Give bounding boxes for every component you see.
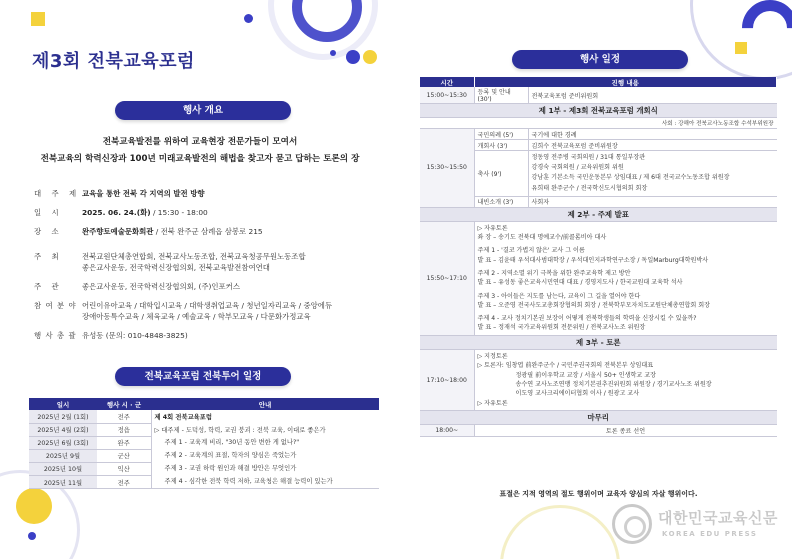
- info-row-host: [34, 251, 394, 273]
- press-seal-icon: [612, 504, 652, 544]
- info-value-strong: 2025. 06. 24.(화): [82, 208, 151, 217]
- schedule-time: 15:30~15:50: [420, 129, 474, 208]
- schedule-sub: 개회사 (3'): [474, 140, 528, 151]
- lead-line: 전북교육발전를 위하여 교육현장 전문가들이 모여서: [102, 137, 298, 147]
- section-row: [420, 207, 777, 221]
- part2-content: [474, 221, 777, 335]
- section-row: [420, 104, 777, 118]
- schedule-time: 15:50~17:10: [420, 221, 474, 335]
- watermark-subtext: KOREA EDU PRESS: [662, 530, 758, 538]
- decor-dot: [244, 14, 253, 23]
- table-row: [420, 151, 777, 197]
- table-row: [420, 87, 777, 104]
- schedule-content: 김희수 전북교육포럼 준비위원장: [528, 140, 777, 151]
- tour-col-guide: 안내: [151, 398, 379, 410]
- info-value: 전북교원단체총연합회, 전북교사노동조합, 전북교육청공무원노동조합: [82, 252, 306, 261]
- tour-place: 전주: [97, 410, 151, 423]
- table-row: [420, 425, 777, 437]
- schedule-time: 17:10~18:00: [420, 349, 474, 410]
- table-row: [420, 118, 777, 129]
- lead-line: 전북교육의 학력신장과 100년 미래교육발전의 해법을 찾고자 묻고 답하는 토론의 장: [40, 154, 360, 164]
- content-line: ▷ 자유토론: [477, 399, 508, 407]
- content-line: 발 표 – 유성동 좋은교육시민연대 대표 / 경영지도사 / 한국교원대 교육학 석사: [477, 279, 683, 287]
- schedule-content: [528, 151, 777, 197]
- info-value: 어린이유아교육 / 대학입시교육 / 대학생취업교육 / 청년일자리교육 / 중앙에듀: [82, 301, 333, 310]
- decor-dot: [330, 50, 336, 56]
- tour-place: 전주: [97, 476, 151, 489]
- info-value: 좋은교사운동, 전국학력신장협의회, 전북교육발전참여연대: [82, 263, 270, 272]
- overview-lead: [20, 134, 380, 168]
- tour-date: 2025년 10월: [29, 462, 97, 475]
- part1-title: 제 1부 - 제3회 전북교육포럼 개회식: [420, 104, 777, 118]
- info-label: 일 시: [34, 208, 63, 217]
- tour-date: 2025년 6월 (3회): [29, 436, 97, 449]
- tour-place: 익산: [97, 462, 151, 475]
- content-line: 주제 4 - 교사 정치기본권 보장이 어떻게 전북학생들의 학력을 신장시킬 수 있을까?: [477, 315, 697, 323]
- decor-square: [31, 12, 45, 26]
- guide-line: ▷ 대주제 - 도덕성, 학력, 교권 붕괴 : 전북 교육, 이대로 좋은가: [154, 426, 326, 434]
- overview-info: [34, 188, 394, 349]
- tour-table: [29, 398, 379, 489]
- press-watermark: [612, 502, 782, 552]
- content-line: ▷ 토론자: 임창엽 前완주군수 / 국민주권국회의 전북본부 상임대표: [477, 362, 654, 370]
- info-label: 행 사 총 괄: [34, 331, 77, 340]
- decor-dot: [363, 50, 377, 64]
- tour-place: 군산: [97, 449, 151, 462]
- tour-date: 2025년 2월 (1회): [29, 410, 97, 423]
- guide-line: 주제 1 - 교육계 비리, "30년 동안 변한 게 없나?": [164, 439, 300, 447]
- tour-date: 2025년 11월: [29, 476, 97, 489]
- section-row: [420, 335, 777, 349]
- part1-host: 사회 : 강해아 전북교사노동조합 수석부위원장: [420, 118, 777, 129]
- info-row-date: [34, 207, 394, 218]
- schedule-sub: 국민의례 (5'): [474, 129, 528, 140]
- info-value: / 전북 완주군 삼례읍 삼봉로 215: [153, 227, 263, 236]
- tour-heading: 전북교육포럼 전북투어 일정: [115, 367, 291, 386]
- content-line: 정동영 전주병 국회의원 / 31대 통일부장관: [531, 154, 646, 161]
- schedule-heading: 행사 일정: [512, 50, 688, 69]
- content-line: 정광필 前이우학교 교장 / 서울시 50+ 인생학교 교장: [515, 371, 657, 379]
- content-line: 발 표 – 정재석 국가교육위원회 전문위원 / 전북교사노조 위원장: [477, 324, 646, 332]
- page-title: 제3회 전북교육포럼: [32, 51, 195, 72]
- info-value: 교육을 통한 전북 각 지역의 발전 방향: [82, 189, 205, 198]
- info-value: 유성동 (문의: 010-4848-3825): [82, 331, 188, 340]
- content-line: ▷ 자유토론: [477, 224, 508, 232]
- schedule-col-time: 시간: [420, 77, 474, 87]
- content-line: 주제 3 - 아이들은 지도를 남는다, 교육이 그 길을 열어야 한다: [477, 292, 641, 300]
- content-line: 발 표 – 오준영 전국사도교총회장협의회 회장 / 전북학부모자치도교원단체총연합회 회장: [477, 301, 711, 309]
- content-line: 발 표 – 김윤태 우석대사범대학장 / 우석대인지과학연구소장 / 독일Marburg대학원박사: [477, 256, 709, 264]
- info-label: 주 관: [34, 282, 63, 291]
- tour-date: 2025년 9월: [29, 449, 97, 462]
- schedule-content: 전북교육포럼 준비위원회: [528, 87, 777, 104]
- closing-title: 마무리: [420, 411, 777, 425]
- section-row: [420, 411, 777, 425]
- part3-title: 제 3부 - 토론: [420, 335, 777, 349]
- overview-heading: 행사 개요: [115, 101, 291, 120]
- info-row-theme: [34, 188, 394, 199]
- info-value: / 15:30 - 18:00: [150, 208, 208, 217]
- schedule-content: 국기에 대한 경례: [528, 129, 777, 140]
- part3-content: [474, 349, 777, 410]
- content-line: 송수연 교사노조연맹 정치기본권추진위원회 위원장 / 경기교사노조 위원장: [515, 381, 712, 388]
- tour-col-date: 일시: [29, 398, 97, 410]
- decor-dot: [28, 532, 36, 540]
- info-value: 장애아동특수교육 / 체육교육 / 예술교육 / 학부모교육 / 다문화가정교육: [82, 312, 311, 321]
- info-value: 좋은교사운동, 전국학력신장협의회, (주)인포커스: [82, 282, 240, 291]
- schedule-content: 토론 종료 선언: [474, 425, 777, 437]
- content-line: ▷ 지정토론: [477, 352, 508, 360]
- decor-ring: [500, 505, 620, 559]
- content-line: 주제 1 - '결코 가볍지 않은' 교사 그 이름: [477, 247, 585, 255]
- content-line: 강남훈 기본소득 국민운동본부 상임대표 / 제 6대 전국교수노동조합 위원장: [531, 174, 730, 182]
- tour-guide: [151, 410, 379, 489]
- table-row: [29, 410, 379, 423]
- info-row-fields: [34, 300, 394, 322]
- info-value-strong: 완주향토예술문화회관: [82, 227, 154, 236]
- tour-date: 2025년 4월 (2회): [29, 423, 97, 436]
- schedule-table: [420, 77, 777, 437]
- guide-line: 주제 4 - 심각한 전북 학력 저하, 교육청은 해결 능력이 있는가: [164, 477, 333, 485]
- schedule-content: 사회자: [528, 196, 777, 207]
- schedule-time: 15:00~15:30: [420, 87, 474, 104]
- info-row-director: [34, 330, 394, 341]
- tour-place: 정읍: [97, 423, 151, 436]
- guide-line: 제 4회 전북교육포럼: [154, 414, 212, 421]
- decor-dot: [346, 50, 360, 64]
- table-row: [420, 140, 777, 151]
- watermark-text: 대한민국교육신문: [658, 509, 778, 527]
- tour-col-place: 행사 시 · 군: [97, 398, 151, 410]
- content-line: 주제 2 - 지역소멸 위기 극복을 위한 완주교육학 제고 방안: [477, 270, 631, 277]
- content-line: 유희태 완주군수 / 전국학신도시협의회 회장: [531, 184, 648, 192]
- schedule-sub: 등록 및 안내 (30'): [474, 87, 528, 104]
- table-row: [420, 221, 777, 335]
- schedule-sub: 축사 (9'): [474, 151, 528, 197]
- table-row: [420, 349, 777, 410]
- part2-title: 제 2부 - 주제 발표: [420, 207, 777, 221]
- decor-square: [735, 42, 747, 54]
- schedule-col-content: 진행 내용: [474, 77, 777, 87]
- guide-line: 주제 2 - 교육계의 표절, 학자의 양심은 죽었는가: [164, 452, 297, 460]
- info-label: 장 소: [34, 227, 63, 236]
- footer-note: 표절은 지적 영역의 절도 행위이며 교육자 양심의 자살 행위이다.: [499, 490, 698, 498]
- guide-line: 주제 3 - 교권 하락 원인과 해결 방안은 무엇인가: [164, 464, 297, 472]
- decor-dot: [16, 488, 52, 524]
- info-label: 대 주 제: [34, 189, 81, 198]
- info-label: 주 최: [34, 252, 63, 261]
- info-label: 참 여 분 야: [34, 301, 77, 310]
- tour-place: 완주: [97, 436, 151, 449]
- table-row: [420, 196, 777, 207]
- schedule-time: 18:00~: [420, 425, 474, 437]
- content-line: 좌 장 – 송기도 전북대 명예교수/前콜롬비아 대사: [477, 234, 607, 242]
- content-line: 이도영 교사크리에이터협회 이사 / 원광고 교사: [515, 390, 640, 398]
- info-row-organizer: [34, 281, 394, 292]
- table-row: [420, 129, 777, 140]
- schedule-sub: 내빈소개 (3'): [474, 196, 528, 207]
- info-row-venue: [34, 226, 394, 237]
- content-line: 강경숙 국회의원 / 교육위원회 위원: [531, 164, 624, 172]
